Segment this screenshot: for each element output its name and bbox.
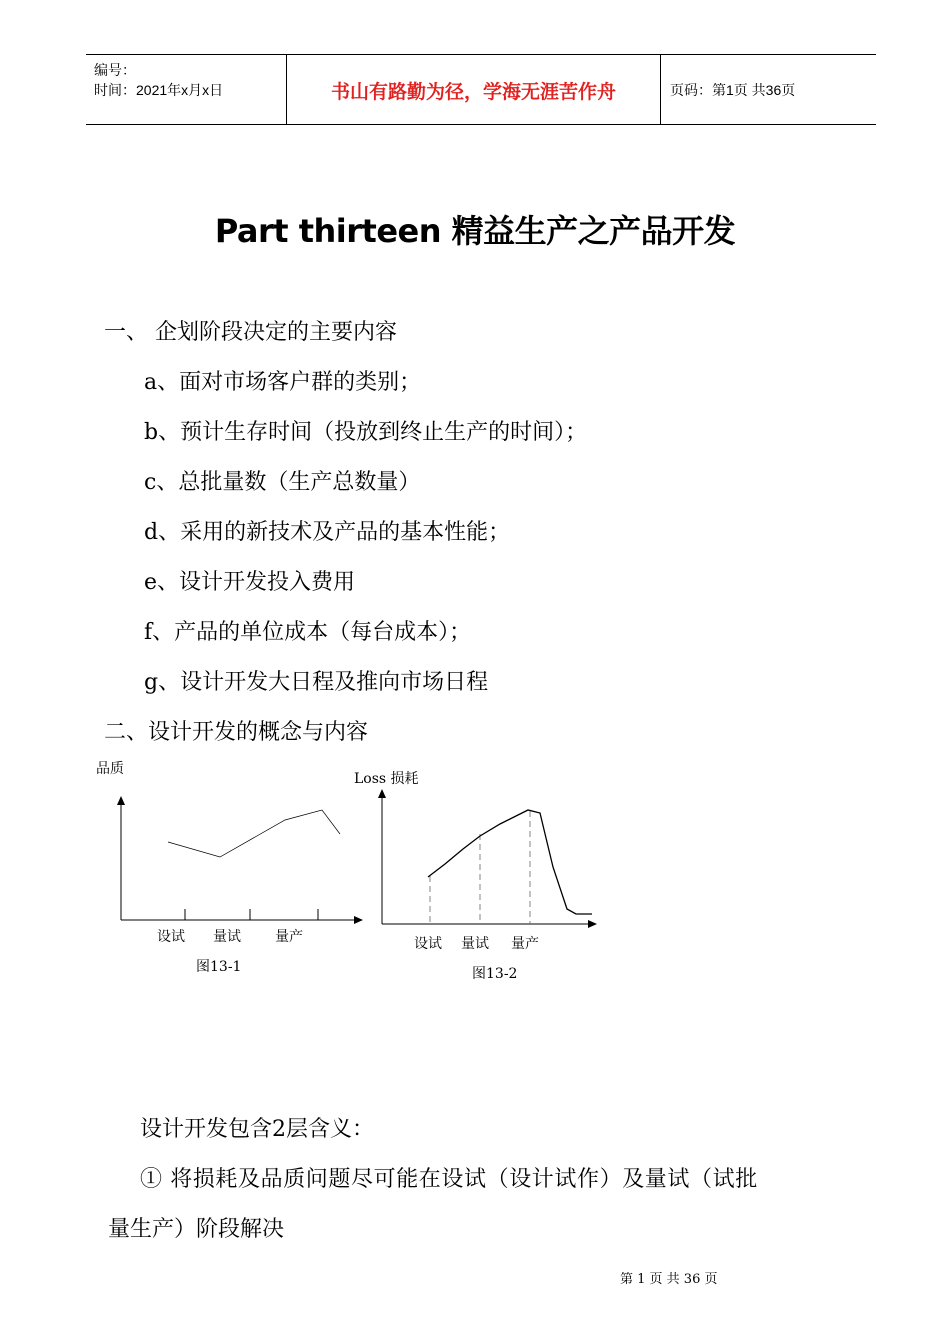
list-item: f、产品的单位成本（每台成本）； — [144, 620, 472, 645]
figure2-tick-label: 量试 — [461, 936, 489, 952]
header-motto: 书山有路勤为径，学海无涯苦作舟 — [330, 81, 616, 103]
body-point1-line1: ① 将损耗及品质问题尽可能在设试（设计试作）及量试（试批 — [140, 1167, 758, 1192]
header-page-info: 页码：第1页 共36页 — [670, 82, 796, 98]
section2-heading: 二、设计开发的概念与内容 — [104, 720, 369, 745]
list-item: g、设计开发大日程及推向市场日程 — [144, 670, 489, 695]
body-intro: 设计开发包含2层含义： — [140, 1117, 374, 1142]
figure2-tick-label: 量产 — [511, 936, 539, 952]
section1-heading: 一、 企划阶段决定的主要内容 — [104, 320, 397, 345]
figure2-tick-label: 设试 — [414, 936, 442, 952]
list-item: d、采用的新技术及产品的基本性能； — [144, 520, 511, 545]
figure1-tick-label: 设试 — [157, 929, 185, 945]
figure1-caption: 图13-1 — [196, 959, 242, 975]
body-point1-line2: 量生产）阶段解决 — [108, 1217, 285, 1242]
list-item: c、总批量数（生产总数量） — [144, 470, 421, 495]
page-footer: 第 1 页 共 36 页 — [620, 1272, 718, 1287]
figure1-ylabel: 品质 — [96, 761, 124, 777]
figure1-tick-label: 量产 — [275, 929, 303, 945]
figure2-chart — [382, 790, 596, 924]
figure1-chart — [121, 797, 362, 920]
number-label: 编号： — [94, 62, 136, 78]
list-item: a、面对市场客户群的类别； — [144, 370, 422, 395]
list-item: e、设计开发投入费用 — [144, 570, 356, 595]
figure2-loss-curve — [428, 810, 592, 914]
figure1-tick-label: 量试 — [213, 929, 241, 945]
time-label: 时间：2021年x月x日 — [94, 82, 224, 98]
page-title: Part thirteen 精益生产之产品开发 — [214, 212, 736, 250]
figure2-ylabel: Loss 损耗 — [354, 771, 419, 787]
figure2-caption: 图13-2 — [472, 966, 518, 982]
figure1-quality-curve — [168, 810, 340, 857]
list-item: b、预计生存时间（投放到终止生产的时间）； — [144, 420, 588, 445]
